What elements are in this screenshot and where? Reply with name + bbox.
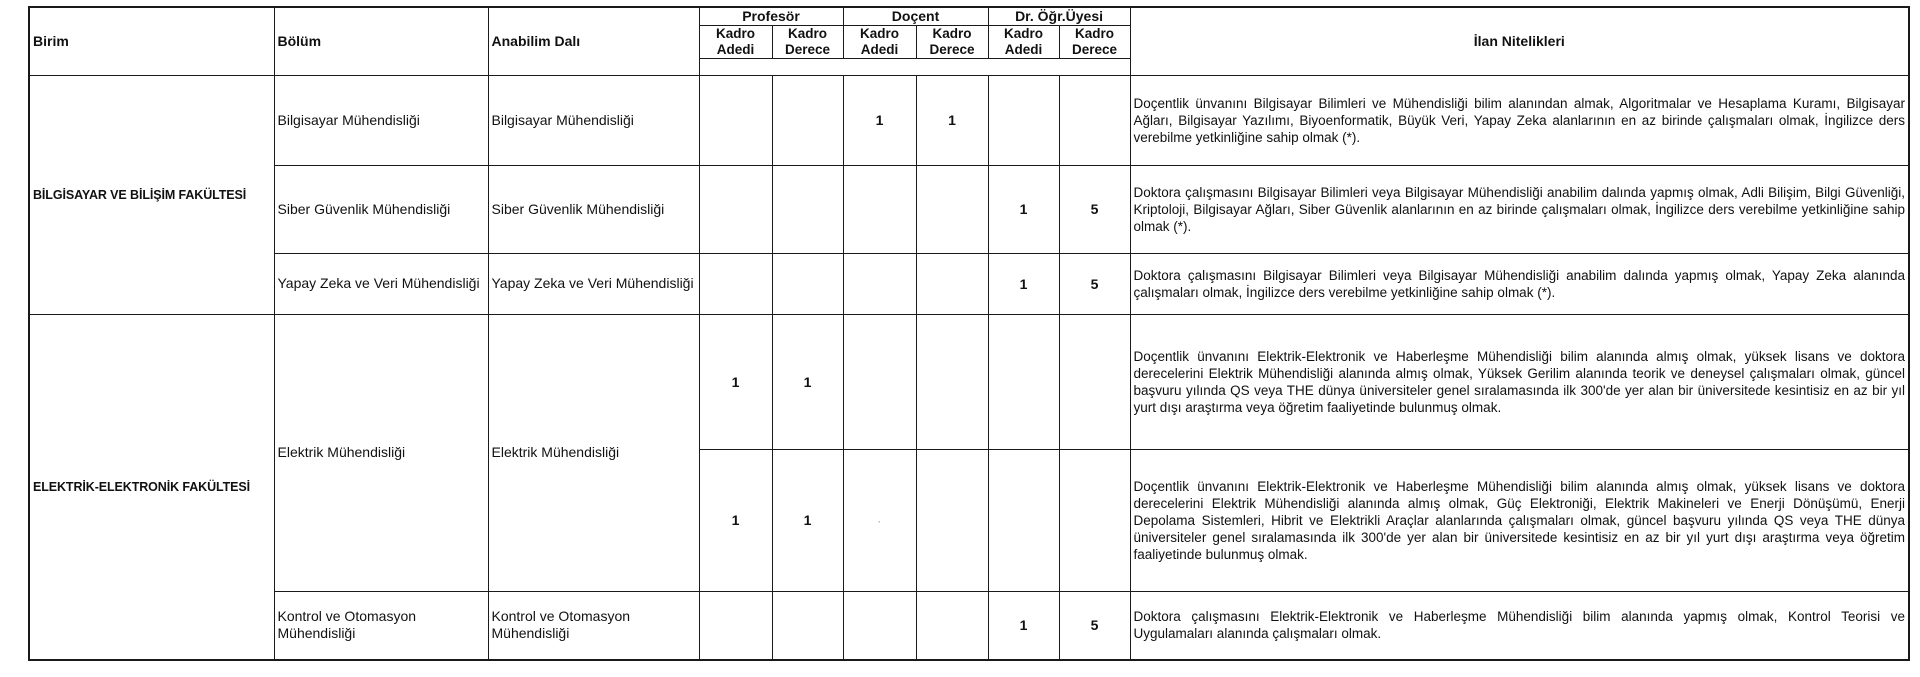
header-assoc-degree: Kadro Derece (916, 25, 988, 58)
department-cell: Siber Güvenlik Mühendisliği (274, 165, 488, 253)
asst-count-cell: 1 (988, 253, 1059, 314)
division-cell: Elektrik Mühendisliği (488, 314, 699, 591)
prof-degree-cell: 1 (772, 449, 843, 591)
asst-degree-cell: 5 (1059, 591, 1130, 660)
division-cell: Yapay Zeka ve Veri Mühendisliği (488, 253, 699, 314)
job-posting-table (28, 6, 1910, 661)
department-cell: Elektrik Mühendisliği (274, 314, 488, 591)
asst-degree-cell (1059, 314, 1130, 449)
asst-count-cell: 1 (988, 165, 1059, 253)
qualifications-cell: Doçentlik ünvanını Elektrik-Elektronik ve Haberleşme Mühendisliği bilim alanında almış olmak, yüksek lisans ve doktora derecelerini Elektrik Mühendisliği alanında almış olmak, Yüksek Gerilim alanında teorik ve deneysel çalışmaları olmak, güncel başvuru yılında QS veya THE dünya üniversiteler genel sıralamasında ilk 300'de yer alan bir üniversitede kesintisiz en az bir yıl yurt dışı araştırma veya öğretim faaliyetinde bulunmuş olmak. (1130, 314, 1909, 449)
faculty-unit: BİLGİSAYAR VE BİLİŞİM FAKÜLTESİ (29, 75, 274, 314)
header-associate-professor: Doçent (843, 7, 988, 25)
department-cell: Yapay Zeka ve Veri Mühendisliği (274, 253, 488, 314)
assoc-degree-cell (916, 253, 988, 314)
asst-count-cell: 1 (988, 591, 1059, 660)
qualifications-cell: Doktora çalışmasını Bilgisayar Bilimleri veya Bilgisayar Mühendisliği anabilim dalında yapmış olmak, Adli Bilişim, Bilgi Güvenliği, Kriptoloji, Bilgisayar Ağları, Siber Güvenlik alanlarının en az birinde çalışmaları olmak, İngilizce ders verebilme yetkinliğine sahip olmak (*). (1130, 165, 1909, 253)
header-unit: Birim (29, 7, 274, 75)
assoc-degree-cell (916, 449, 988, 591)
header-qualifications: İlan Nitelikleri (1130, 7, 1909, 75)
prof-count-cell: 1 (699, 449, 772, 591)
prof-degree-cell (772, 591, 843, 660)
table-row (29, 75, 1909, 165)
prof-count-cell (699, 165, 772, 253)
prof-degree-cell (772, 253, 843, 314)
assoc-count-cell (843, 253, 916, 314)
header-asst-degree: Kadro Derece (1059, 25, 1130, 58)
qualifications-cell: Doktora çalışmasını Bilgisayar Bilimleri veya Bilgisayar Mühendisliği anabilim dalında yapmış olmak, Yapay Zeka alanında çalışmaları olmak, İngilizce ders verebilme yetkinliğine sahip olmak (*). (1130, 253, 1909, 314)
assoc-degree-cell (916, 165, 988, 253)
prof-count-cell (699, 75, 772, 165)
assoc-count-cell (843, 165, 916, 253)
asst-degree-cell (1059, 449, 1130, 591)
table-row (29, 165, 1909, 253)
division-cell: Bilgisayar Mühendisliği (488, 75, 699, 165)
asst-count-cell (988, 75, 1059, 165)
asst-degree-cell: 5 (1059, 253, 1130, 314)
qualifications-cell: Doktora çalışmasını Elektrik-Elektronik ve Haberleşme Mühendisliği bilim alanında yapmış olmak, Kontrol Teorisi ve Uygulamaları alanında çalışmaları olmak. (1130, 591, 1909, 660)
asst-count-cell (988, 449, 1059, 591)
header-asst-count: Kadro Adedi (988, 25, 1059, 58)
asst-degree-cell: 5 (1059, 165, 1130, 253)
faculty-unit: ELEKTRİK-ELEKTRONİK FAKÜLTESİ (29, 314, 274, 660)
qualifications-cell: Doçentlik ünvanını Bilgisayar Bilimleri ve Mühendisliği bilim alanından almak, Algoritmalar ve Hesaplama Kuramı, Bilgisayar Ağları, Bilgisayar Yazılımı, Biyoenformatik, Büyük Veri, Yapay Zeka alanlarının en az birinde çalışmaları olmak, İngilizce ders verebilme yetkinliğine sahip olmak (*). (1130, 75, 1909, 165)
table-row (29, 591, 1909, 660)
prof-degree-cell: 1 (772, 314, 843, 449)
header-division: Anabilim Dalı (488, 7, 699, 75)
assoc-degree-cell (916, 591, 988, 660)
header-professor: Profesör (699, 7, 843, 25)
qualifications-cell: Doçentlik ünvanını Elektrik-Elektronik ve Haberleşme Mühendisliği bilim alanında almış olmak, yüksek lisans ve doktora derecelerini Elektrik Mühendisliği alanında almış olmak, Güç Elektroniği, Elektrik Makineleri ve Enerji Dönüşümü, Enerji Depolama Sistemleri, Hibrit ve Elektrikli Araçlar alanlarında çalışmaları olmak, güncel başvuru yılında QS veya THE dünya üniversiteler genel sıralamasında ilk 300'de yer alan bir üniversitede kesintisiz en az bir yıl yurt dışı araştırma veya öğretim faaliyetinde bulunmuş olmak. (1130, 449, 1909, 591)
assoc-count-cell (843, 591, 916, 660)
header-department: Bölüm (274, 7, 488, 75)
asst-count-cell (988, 314, 1059, 449)
header-assistant-professor: Dr. Öğr.Üyesi (988, 7, 1130, 25)
prof-count-cell (699, 591, 772, 660)
header-prof-count: Kadro Adedi (699, 25, 772, 58)
table-row (29, 314, 1909, 449)
assoc-count-cell (843, 449, 916, 591)
division-cell: Kontrol ve Otomasyon Mühendisliği (488, 591, 699, 660)
prof-count-cell (699, 253, 772, 314)
scan-speck: · (877, 517, 882, 528)
header-assoc-count: Kadro Adedi (843, 25, 916, 58)
asst-degree-cell (1059, 75, 1130, 165)
assoc-degree-cell (916, 314, 988, 449)
prof-count-cell: 1 (699, 314, 772, 449)
assoc-count-cell: 1 (843, 75, 916, 165)
department-cell: Kontrol ve Otomasyon Mühendisliği (274, 591, 488, 660)
division-cell: Siber Güvenlik Mühendisliği (488, 165, 699, 253)
assoc-count-cell (843, 314, 916, 449)
header-prof-degree: Kadro Derece (772, 25, 843, 58)
prof-degree-cell (772, 75, 843, 165)
department-cell: Bilgisayar Mühendisliği (274, 75, 488, 165)
table-row (29, 253, 1909, 314)
prof-degree-cell (772, 165, 843, 253)
assoc-degree-cell: 1 (916, 75, 988, 165)
